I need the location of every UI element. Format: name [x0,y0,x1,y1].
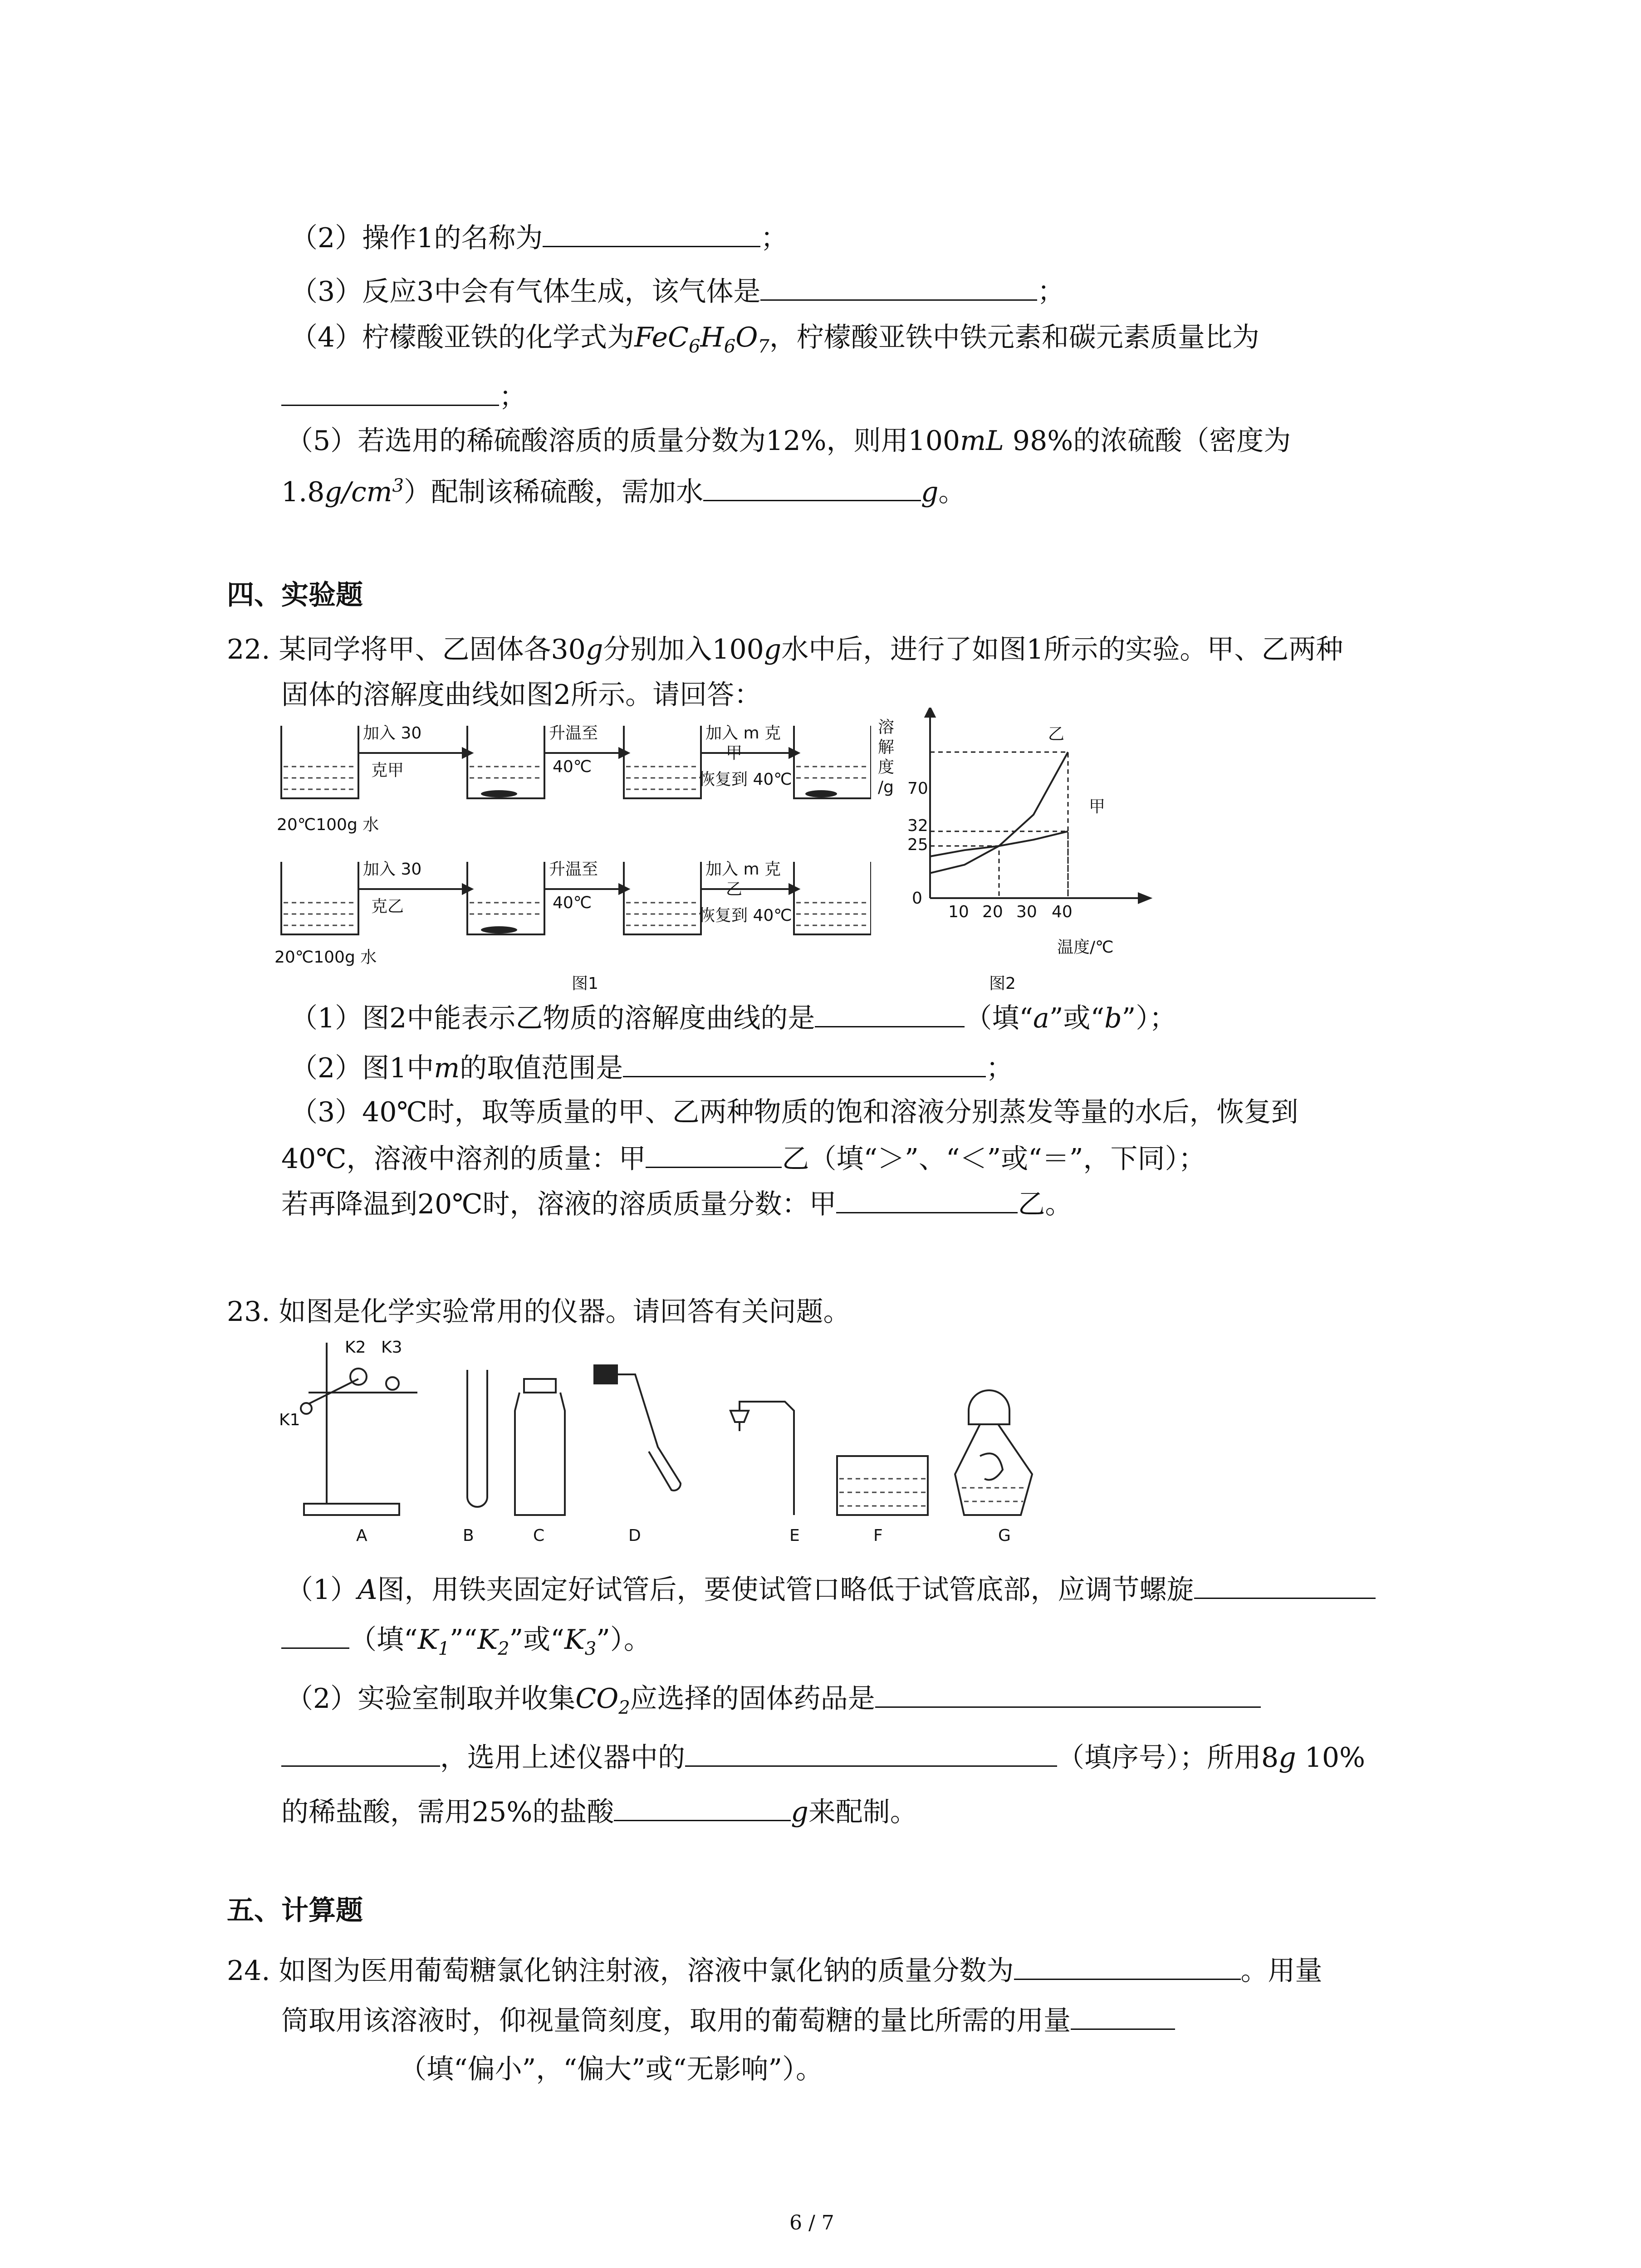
fig1-label: 加入 30 [363,724,422,743]
fig1-label: 甲 [726,744,743,763]
fig1-label: 恢复到 40℃ [699,770,792,789]
apparatus-label: F [873,1526,883,1545]
fig1-label: 升温至 [549,724,598,743]
apparatus-g-alcohol-lamp [955,1390,1032,1515]
q24-line1: 24. 如图为医用葡萄糖氯化钠注射液，溶液中氯化钠的质量分数为 。用量 [227,1950,1323,1990]
answer-blank[interactable] [543,218,760,247]
label-k1: K1 [279,1411,300,1429]
answer-blank[interactable] [1014,1950,1241,1980]
answer-blank[interactable] [281,1737,440,1767]
apparatus-label: G [998,1526,1011,1545]
origin-label: 0 [912,889,922,908]
figure-1-caption: 图1 [572,974,598,993]
q23-sub1-cont: （填“$K_1”“K_2$”或“$K_3$”）。 [281,1619,651,1659]
apparatus-label: D [628,1526,641,1545]
y-tick-label: 70 [907,779,928,798]
answer-blank[interactable] [836,1184,1018,1213]
fig1-label: 升温至 [549,860,598,879]
q22-sub3-line3: 若再降温到20℃时，溶液的溶质质量分数：甲 乙。 [281,1184,1072,1223]
apparatus-e-delivery-tube [730,1402,794,1515]
q23-sub1: （1）A图，用铁夹固定好试管后，要使试管口略低于试管底部，应调节螺旋 [286,1569,1376,1609]
fig1-label: 40℃ [553,894,592,912]
page-number: 6 / 7 [789,2211,834,2234]
apparatus-label: B [463,1526,474,1545]
answer-blank[interactable] [875,1678,1261,1708]
answer-blank[interactable] [281,1619,349,1649]
apparatus-label: C [533,1526,545,1545]
label-k3: K3 [381,1338,402,1357]
x-tick-label: 10 [948,903,969,921]
q23-stem: 23. 如图是化学实验常用的仪器。请回答有关问题。 [227,1296,851,1328]
x-tick-label: 40 [1052,903,1073,921]
fig1-label: 乙 [726,880,743,899]
q22-sub3-line2: 40℃，溶液中溶剂的质量：甲 乙（填“＞”、“＜”或“＝”，下同）； [281,1139,1206,1178]
x-axis-label: 温度/℃ [1057,938,1114,957]
answer-blank[interactable] [646,1139,782,1168]
answer-blank[interactable] [281,376,499,406]
y-tick-label: 32 [907,816,928,835]
q23-sub2-cont2: 的稀盐酸，需用25%的盐酸 g来配制。 [281,1792,917,1831]
answer-blank[interactable] [623,1048,986,1077]
q23-sub2: （2）实验室制取并收集$CO_2$应选择的固体药品是 [286,1678,1261,1718]
section-heading-experiment: 四、实验题 [227,579,363,611]
answer-blank[interactable] [685,1737,1057,1767]
answer-blank[interactable] [1194,1569,1376,1599]
curve-label-a: 乙 [1048,725,1065,743]
q24-line3: （填“偏小”，“偏大”或“无影响”）。 [399,2053,823,2085]
apparatus-label: A [356,1526,367,1545]
q21-part4: （4）柠檬酸亚铁的化学式为$FeC_6H_6O_7$，柠檬酸亚铁中铁元素和碳元素质量比为 [290,322,1259,357]
q21-part4-answer: ； [281,376,526,416]
q22-sub2: （2）图1中m的取值范围是 ； [290,1048,1013,1087]
x-tick-label: 30 [1016,903,1037,921]
fig1-label: 克乙 [371,897,404,916]
q22-sub3-line1: （3）40℃时，取等质量的甲、乙两种物质的饱和溶液分别蒸发等量的水后，恢复到 [290,1096,1298,1128]
q24-line2: 筒取用该溶液时，仰视量筒刻度，取用的葡萄糖的量比所需的用量 [281,2000,1175,2040]
answer-blank[interactable] [760,271,1037,301]
x-tick-label: 20 [982,903,1003,921]
answer-blank[interactable] [815,998,965,1027]
q22-stem-line2: 固体的溶解度曲线如图2所示。请回答： [281,679,762,711]
fig1-label: 20℃100g 水 [277,816,379,834]
guide-line [930,831,1068,898]
fig1-label: 恢复到 40℃ [699,906,792,925]
fig1-label: 加入 m 克 [705,724,781,743]
y-tick-label: 25 [907,836,928,854]
figure-2-caption: 图2 [989,974,1016,993]
apparatus-label: E [789,1526,800,1545]
q21-part2: （2）操作1的名称为 ； [290,218,788,257]
q23-sub2-cont: ，选用上述仪器中的 （填序号）；所用8g 10% [281,1737,1365,1777]
q21-part5: （5）若选用的稀硫酸溶质的质量分数为12%，则用100mL 98%的浓硫酸（密度为 [286,425,1291,457]
q22-sub1: （1）图2中能表示乙物质的溶解度曲线的是 （填“a”或“b”）； [290,998,1176,1037]
fig1-label: 20℃100g 水 [274,948,377,967]
apparatus-d-bent-tube [594,1365,681,1491]
figure-lab-apparatus [272,1334,1089,1542]
fig1-label: 克甲 [371,761,404,780]
answer-blank[interactable] [1071,2000,1175,2030]
apparatus-a-iron-stand [301,1343,417,1515]
y-axis-label: 溶 解 度 /g [878,718,895,797]
q22-stem-line1: 22. 某同学将甲、乙固体各30g分别加入100g水中后，进行了如图1所示的实验。甲、乙两种 [227,634,1343,665]
fig1-label: 加入 30 [363,860,422,879]
answer-blank[interactable] [614,1792,791,1821]
curve-label-b: 甲 [1089,797,1106,816]
q21-part3: （3）反应3中会有气体生成，该气体是 ； [290,271,1064,311]
label-k2: K2 [345,1338,366,1357]
answer-blank[interactable] [703,472,921,501]
apparatus-b-test-tube [467,1370,487,1507]
apparatus-c-bottle [515,1379,565,1515]
fig1-label: 40℃ [553,758,592,776]
fig1-label: 加入 m 克 [705,860,781,879]
section-heading-calculation: 五、计算题 [227,1895,363,1926]
q21-part5-cont: $1.8g/cm^3$）配制该稀硫酸，需加水 g。 [281,472,965,511]
